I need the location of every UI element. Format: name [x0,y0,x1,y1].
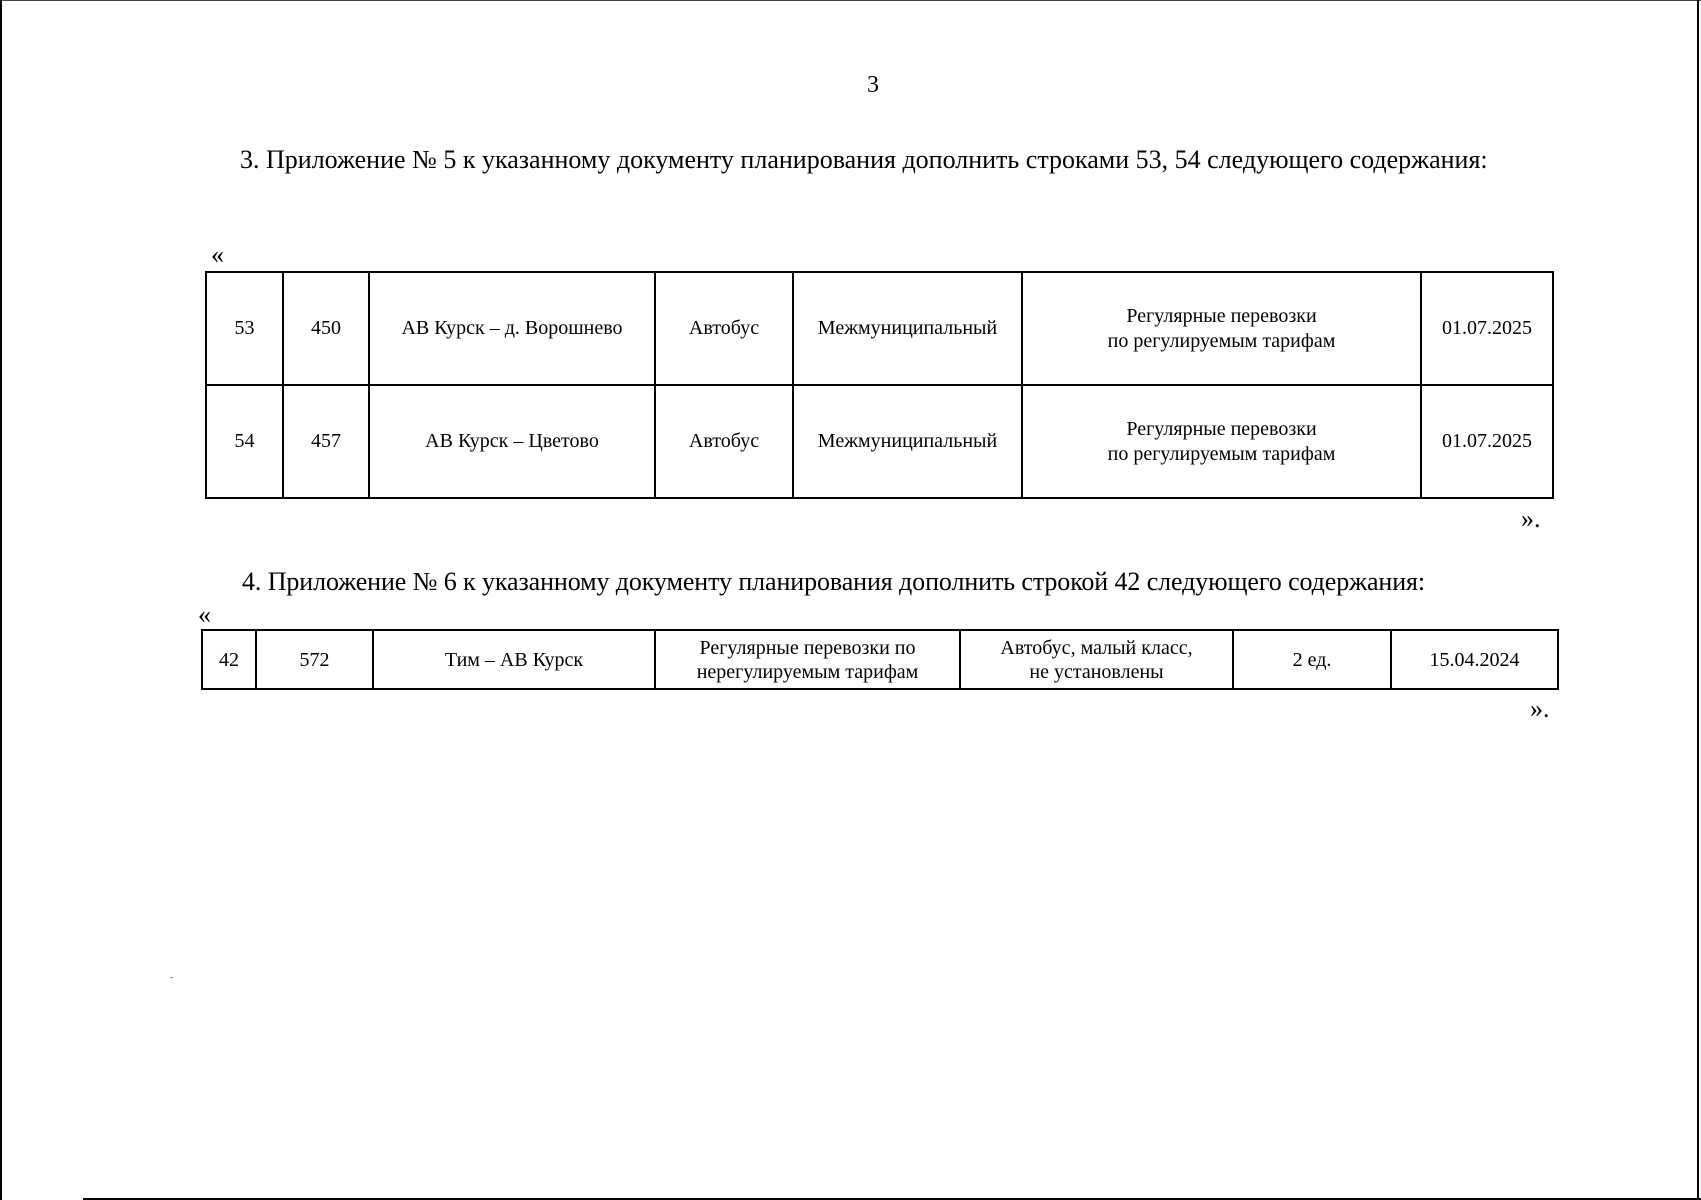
appendix-5-table [205,271,1554,499]
date-cell: 15.04.2024 [1391,630,1558,689]
row-number-cell: 42 [202,630,256,689]
table-row [202,630,1558,689]
vehicle-cell: Автобус [655,385,793,498]
table-row [206,385,1553,498]
transport-type-line-1: Регулярные перевозки по [699,636,916,659]
table-row [206,272,1553,385]
scan-edge-top [0,0,1701,1]
route-name-cell: АВ Курск – Цветово [369,385,655,498]
date-cell: 01.07.2025 [1421,272,1553,385]
route-name-cell: Тим – АВ Курск [373,630,655,689]
vehicle-line-1: Автобус, малый класс, [1000,636,1193,659]
scan-edge-right [1697,0,1699,1200]
transport-type-line-2: по регулируемым тарифам [1107,442,1336,465]
route-number-cell: 457 [283,385,369,498]
route-number-cell: 450 [283,272,369,385]
quantity-cell: 2 ед. [1233,630,1391,689]
transport-type-cell [655,630,960,689]
transport-type-line-1: Регулярные перевозки [1126,417,1317,440]
page-number: 3 [867,72,879,98]
scan-speck [170,977,173,978]
table2-open-quote: « [198,600,211,629]
route-type-cell: Межмуниципальный [793,272,1022,385]
transport-type-cell [1022,272,1421,385]
transport-type-line-2: по регулируемым тарифам [1107,329,1336,352]
transport-type-line-2: нерегулируемым тарифам [696,660,919,683]
appendix-6-table [201,629,1559,690]
route-name-cell: АВ Курск – д. Ворошнево [369,272,655,385]
row-number-cell: 54 [206,385,283,498]
scan-edge-left [0,0,2,1200]
date-cell: 01.07.2025 [1421,385,1553,498]
vehicle-cell [960,630,1233,689]
table2-close-quote: ». [1530,694,1550,723]
paragraph-appendix-6: 4. Приложение № 6 к указанному документу планирования дополнить строкой 42 следующего содержания: [242,567,1426,596]
table1-close-quote: ». [1521,504,1541,533]
row-number-cell: 53 [206,272,283,385]
paragraph-appendix-5: 3. Приложение № 5 к указанному документу планирования дополнить строками 53, 54 следующего содержания: [240,145,1488,174]
transport-type-line-1: Регулярные перевозки [1126,304,1317,327]
table1-open-quote: « [211,240,224,269]
vehicle-line-2: не установлены [1029,660,1164,683]
route-type-cell: Межмуниципальный [793,385,1022,498]
transport-type-cell [1022,385,1421,498]
route-number-cell: 572 [256,630,373,689]
vehicle-cell: Автобус [655,272,793,385]
